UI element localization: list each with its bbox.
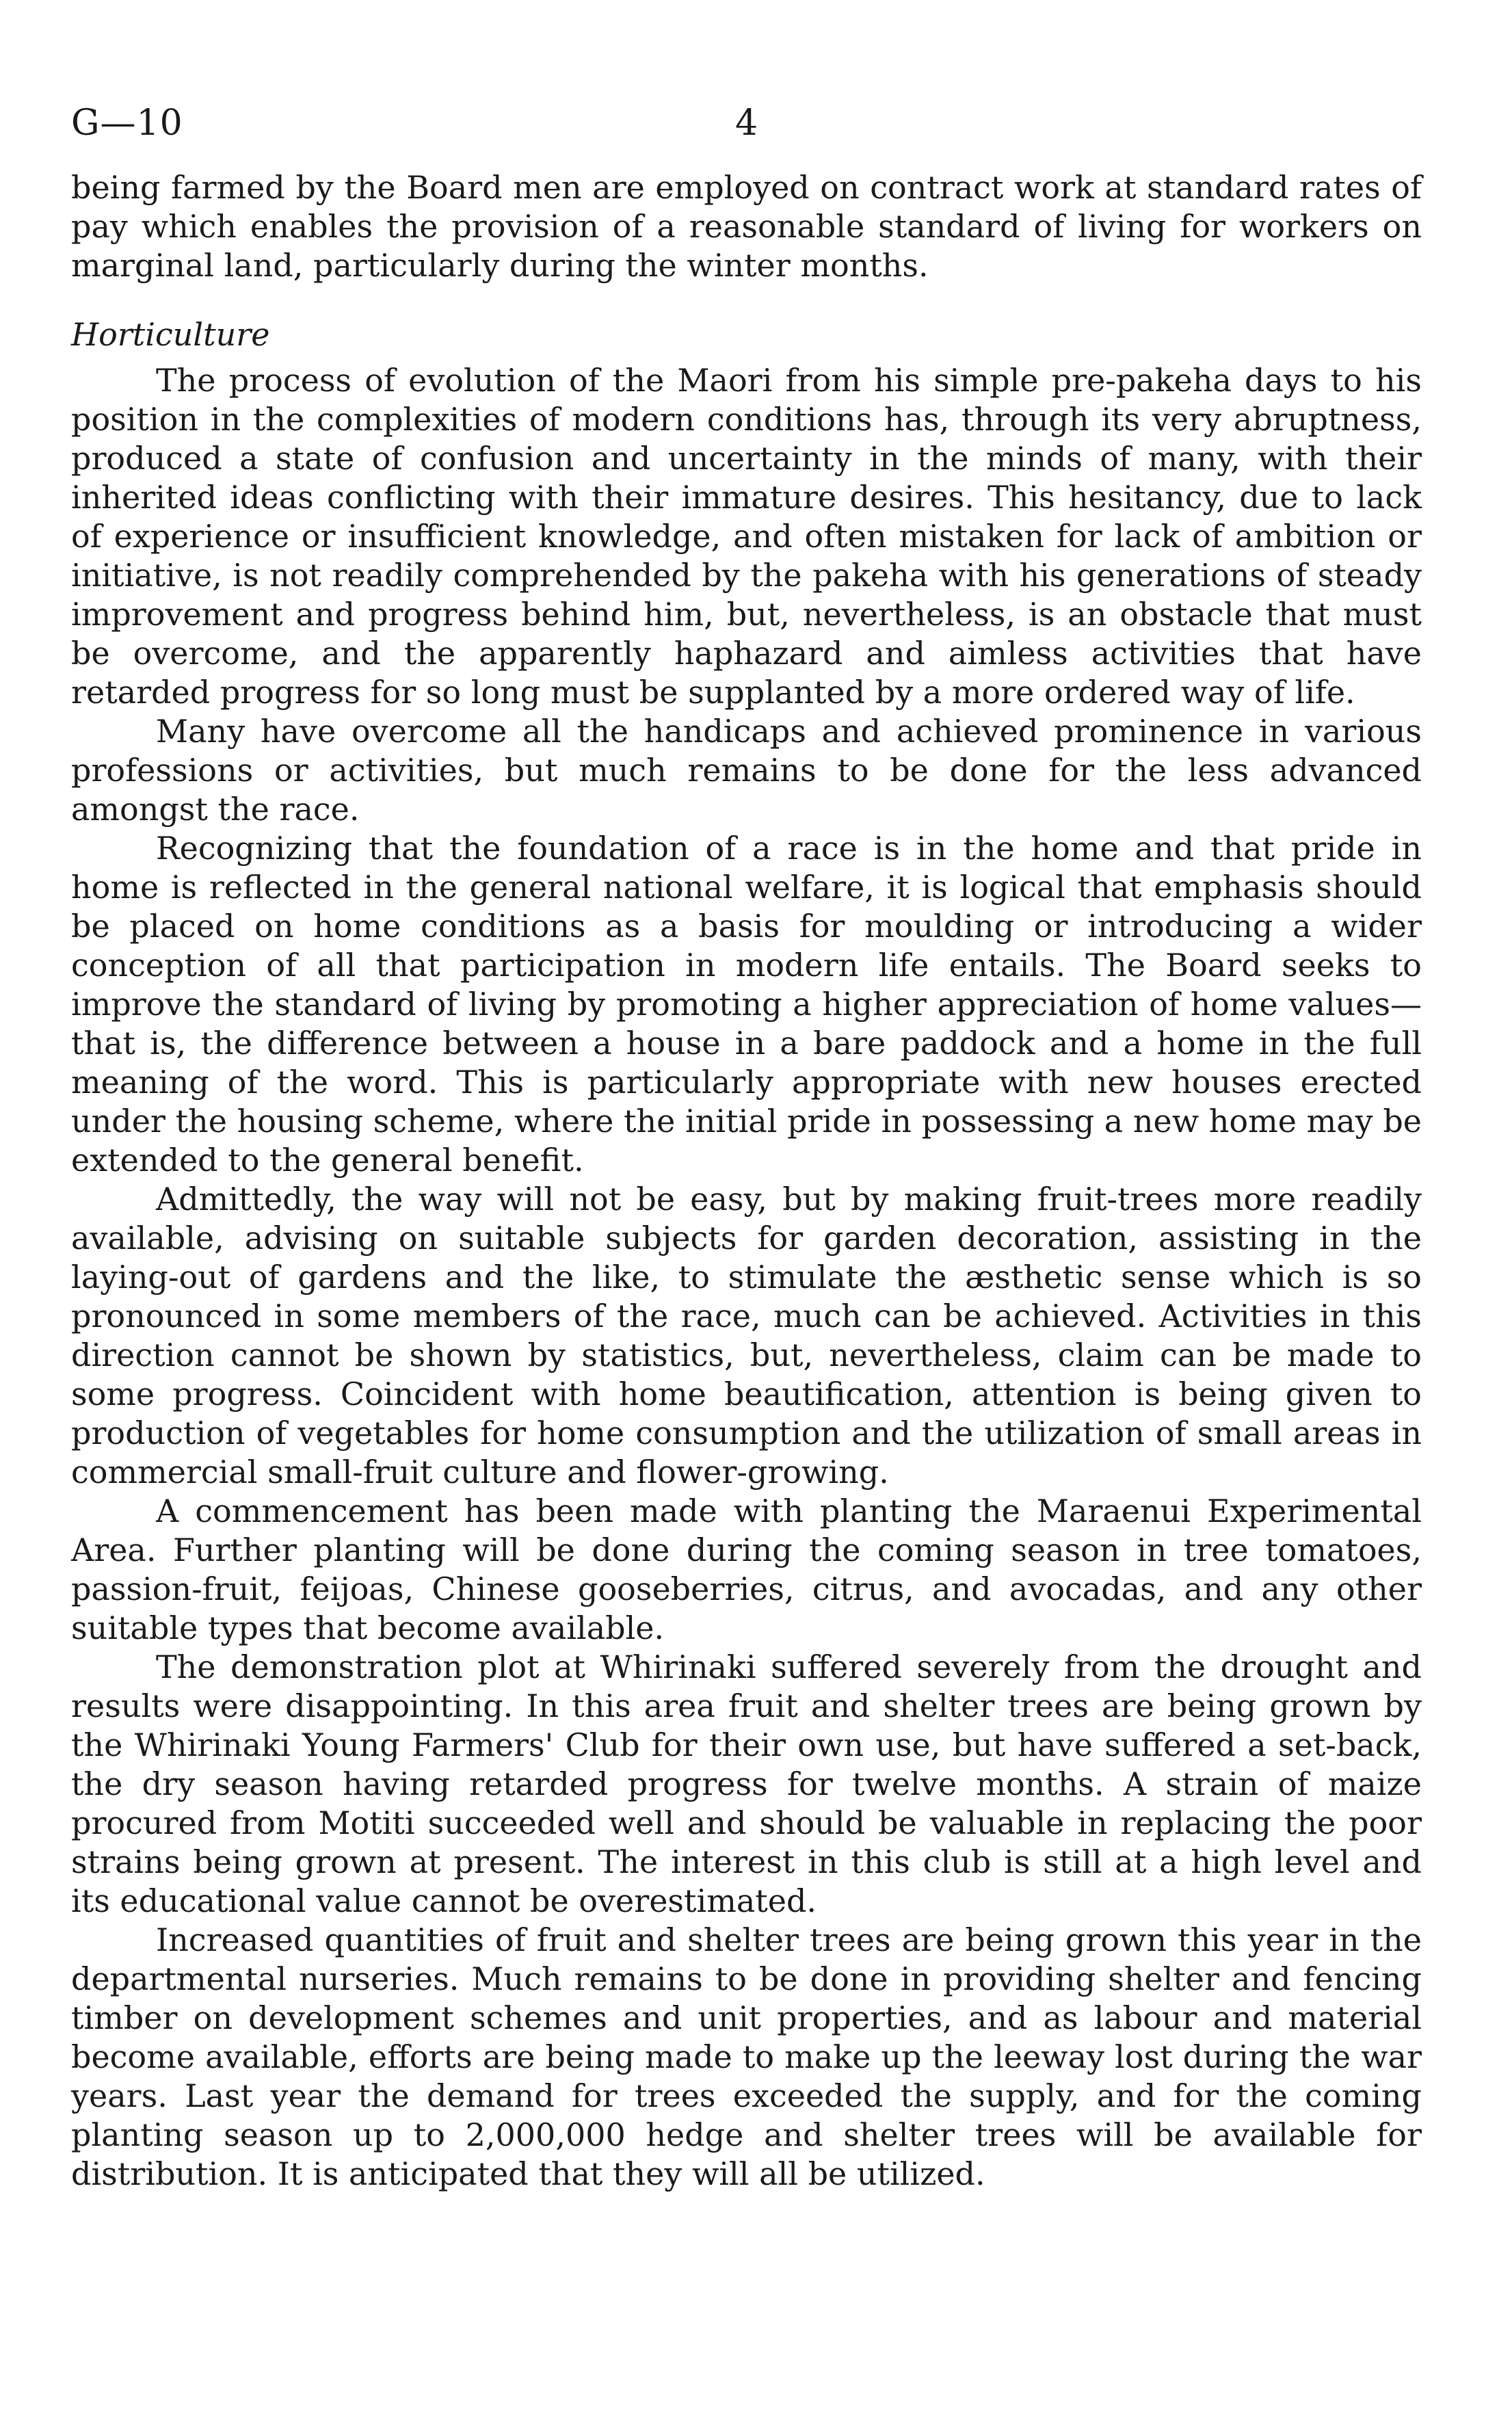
document-reference: G—10 — [71, 103, 183, 144]
paragraph: Recognizing that the foundation of a race is in the home and that pride in home is reflected in the general national welfare, it is logical that emphasis should be placed on home conditions as a basis for moulding or introducing a wider conception of all that participation in modern life entails. The Board seeks to improve the standard of living by promoting a higher appreciation of home values—that is, the difference between a house in a bare paddock and a home in the full meaning of the word. This is particularly appropriate with new houses erected under the housing scheme, where the initial pride in possessing a new home may be extended to the general benefit. — [71, 830, 1422, 1179]
document-page — [71, 103, 1422, 2194]
paragraph: Increased quantities of fruit and shelter trees are being grown this year in the departmental nurseries. Much remains to be done in providing shelter and fencing timber on development schemes and unit properties, and as labour and material become available, efforts are being made to make up the leeway lost during the war years. Last year the demand for trees exceeded the supply, and for the coming planting season up to 2,000,000 hedge and shelter trees will be available for distribution. It is anticipated that they will all be utilized. — [71, 1921, 1422, 2192]
paragraph: Admittedly, the way will not be easy, but by making fruit-trees more readily available, advising on suitable subjects for garden decoration, assisting in the laying-out of gardens and the like, to stimulate the æsthetic sense which is so pronounced in some members of the race, much can be achieved. Activities in this direction cannot be shown by statistics, but, nevertheless, claim can be made to some progress. Coincident with home beautification, attention is being given to production of vegetables for home consumption and the utilization of small areas in commercial small-fruit culture and flower-growing. — [71, 1181, 1422, 1490]
paragraph: The process of evolution of the Maori from his simple pre-pakeha days to his position in the complexities of modern conditions has, through its very abruptness, produced a state of confusion and uncertainty in the minds of many, with their inherited ideas conflicting with their immature desires. This hesitancy, due to lack of experience or insufficient knowledge, and often mistaken for lack of ambition or initiative, is not readily comprehended by the pakeha with his generations of steady improvement and progress behind him, but, nevertheless, is an obstacle that must be overcome, and the apparently haphazard and aimless activities that have retarded progress for so long must be supplanted by a more ordered way of life. — [71, 362, 1422, 711]
page-number: 4 — [734, 103, 758, 144]
section-heading: Horticulture — [71, 316, 270, 353]
paragraph: Many have overcome all the handicaps and achieved prominence in various professions or activities, but much remains to be done for the less advanced amongst the race. — [71, 713, 1422, 828]
paragraph-continued: being farmed by the Board men are employed on contract work at standard rates of pay which enables the provision of a reasonable standard of living for workers on marginal land, particularly during the winter months. — [71, 169, 1422, 284]
page-header — [71, 103, 1422, 168]
body-text — [71, 168, 1422, 2194]
paragraph: The demonstration plot at Whirinaki suffered severely from the drought and results were disappointing. In this area fruit and shelter trees are being grown by the Whirinaki Young Farmers' Club for their own use, but have suffered a set-back, the dry season having retarded progress for twelve months. A strain of maize procured from Motiti succeeded well and should be valuable in replacing the poor strains being grown at present. The interest in this club is still at a high level and its educational value cannot be overestimated. — [71, 1648, 1422, 1919]
paragraph: A commencement has been made with planting the Maraenui Experimental Area. Further planting will be done during the coming season in tree tomatoes, passion-fruit, feijoas, Chinese gooseberries, citrus, and avocadas, and any other suitable types that become available. — [71, 1493, 1422, 1646]
